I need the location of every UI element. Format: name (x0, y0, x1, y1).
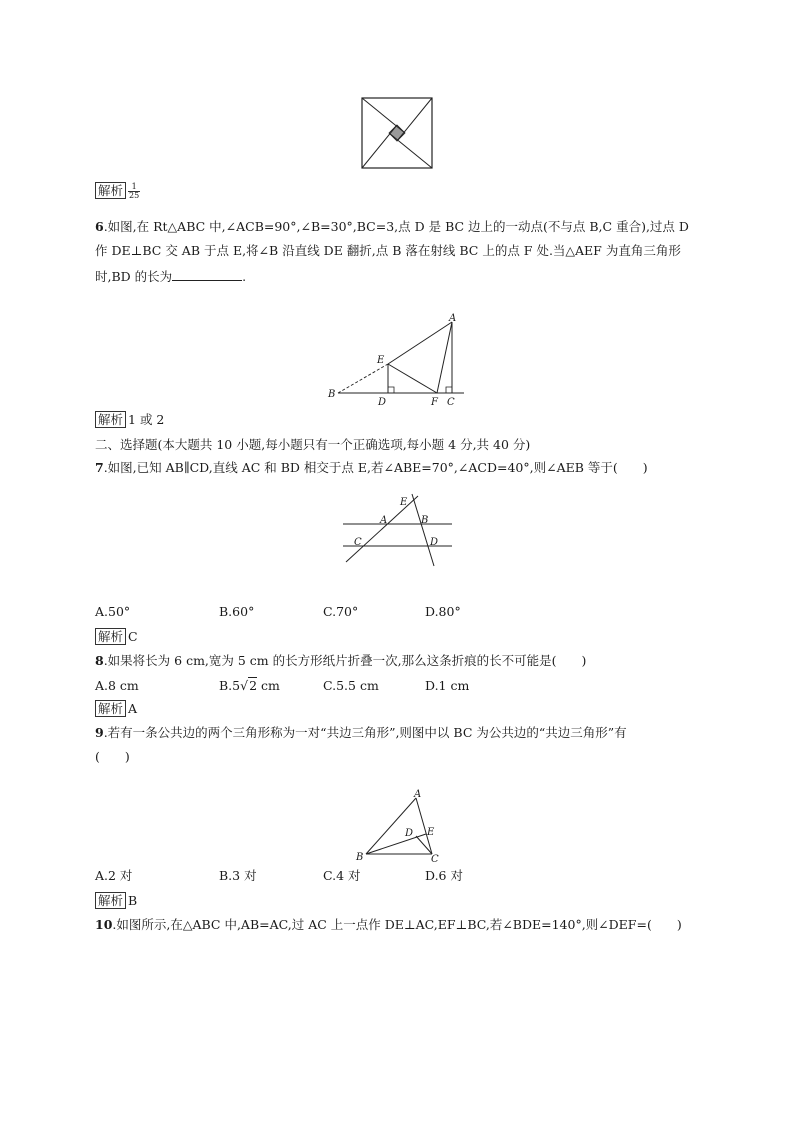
q9-option-a[interactable]: A.2 对 (95, 868, 133, 883)
q9-label-E: E (427, 827, 435, 838)
q9-label-C: C (431, 854, 439, 864)
q6-label-C: C (447, 397, 455, 408)
section2-title: 二、选择题(本大题共 10 小题,每小题只有一个正确选项,每小题 4 分,共 40 分) (95, 437, 531, 452)
q9-label-A: A (414, 789, 422, 800)
q7-text: .如图,已知 AB∥CD,直线 AC 和 BD 相交于点 E,若∠ABE=70°,∠ACD=40°,则∠AEB 等于( ) (103, 460, 648, 475)
q8-question (95, 653, 586, 669)
q8-option-b-coef: B.5 (219, 678, 241, 693)
q5-jiexi-label: 解析 (95, 182, 126, 199)
q9-answer-line (95, 892, 137, 909)
q9-question-line2 (95, 749, 130, 765)
q9-options (95, 868, 595, 884)
q9-text: .若有一条公共边的两个三角形称为一对“共边三角形”,则图中以 BC 为公共边的“共边三角形”有 (103, 725, 627, 740)
q8-text: .如果将长为 6 cm,宽为 5 cm 的长方形纸片折叠一次,那么这条折痕的长不可能是( ) (103, 653, 587, 668)
q6-answer-blank (172, 268, 242, 281)
q8-option-c[interactable]: C.5.5 cm (323, 678, 379, 693)
q9-label-B: B (356, 852, 364, 863)
q9-answer: B (128, 893, 138, 908)
q6-label-F: F (431, 397, 438, 408)
q9-text2: ( ) (95, 749, 130, 764)
q8-options (95, 678, 595, 694)
q8-answer-line (95, 700, 137, 717)
section2-header (95, 437, 530, 453)
q8-option-a[interactable]: A.8 cm (95, 678, 139, 693)
q9-option-d[interactable]: D.6 对 (425, 868, 463, 883)
q5-square-figure (361, 97, 433, 169)
q7-parallel-lines-figure (340, 490, 456, 570)
q6-number: 6 (95, 219, 104, 234)
q10-text: .如图所示,在△ABC 中,AB=AC,过 AC 上一点作 DE⊥AC,EF⊥BC,若∠BDE=140°,则∠DEF=( ) (112, 917, 682, 932)
q7-option-d[interactable]: D.80° (425, 604, 461, 619)
q9-number: 9 (95, 725, 104, 740)
q7-options (95, 604, 595, 620)
q6-line2 (95, 243, 681, 259)
q8-option-b-unit: cm (257, 678, 280, 693)
q7-label-B: B (421, 515, 429, 526)
q6-label-E: E (377, 355, 385, 366)
q7-label-A: A (380, 515, 388, 526)
q7-option-b[interactable]: B.60° (219, 604, 255, 619)
q8-option-d[interactable]: D.1 cm (425, 678, 470, 693)
q7-label-E: E (400, 497, 408, 508)
q9-option-b[interactable]: B.3 对 (219, 868, 257, 883)
q6-label-D: D (378, 397, 387, 408)
q7-answer-line (95, 628, 138, 645)
q7-label-D: D (430, 537, 439, 548)
q6-text-line3b: . (242, 269, 247, 284)
q8-option-b[interactable] (219, 678, 280, 694)
q7-jiexi-label: 解析 (95, 628, 126, 645)
q6-text-line2: 作 DE⊥BC 交 AB 于点 E,将∠B 沿直线 DE 翻折,点 B 落在射线 BC 上的点 F 处.当△AEF 为直角三角形 (95, 243, 681, 258)
q10-question (95, 917, 682, 933)
q10-number: 10 (95, 917, 113, 932)
q6-label-A: A (449, 313, 457, 324)
q6-jiexi-label: 解析 (95, 411, 126, 428)
q9-triangle-figure (352, 788, 448, 864)
q7-number: 7 (95, 460, 104, 475)
q7-option-a[interactable]: A.50° (95, 604, 131, 619)
q8-number: 8 (95, 653, 104, 668)
q6-answer-line (95, 411, 164, 428)
q7-answer: C (128, 629, 138, 644)
q5-answer-denominator: 25 (129, 191, 140, 200)
q6-label-B: B (328, 389, 336, 400)
q6-text-line3a: 时,BD 的长为 (95, 269, 173, 284)
q8-jiexi-label: 解析 (95, 700, 126, 717)
q6-line1 (95, 219, 689, 235)
q8-option-b-radicand: 2 (249, 678, 258, 693)
q8-option-b-sqrt: √2 (240, 678, 258, 693)
q9-label-D: D (405, 828, 414, 839)
q7-question (95, 460, 648, 476)
q6-answer: 1 或 2 (128, 412, 165, 427)
q9-question-line1 (95, 725, 627, 741)
q9-option-c[interactable]: C.4 对 (323, 868, 361, 883)
q9-jiexi-label: 解析 (95, 892, 126, 909)
q5-answer-numerator: 1 (128, 183, 140, 192)
q5-answer-line (95, 182, 140, 200)
q5-answer-fraction (128, 183, 140, 200)
q8-answer: A (128, 701, 138, 716)
q6-text-line1: .如图,在 Rt△ABC 中,∠ACB=90°,∠B=30°,BC=3,点 D 是 BC 边上的一动点(不与点 B,C 重合),过点 D (103, 219, 689, 234)
q6-triangle-figure (322, 312, 472, 408)
q7-option-c[interactable]: C.70° (323, 604, 359, 619)
q7-label-C: C (354, 537, 362, 548)
q6-line3 (95, 268, 246, 285)
